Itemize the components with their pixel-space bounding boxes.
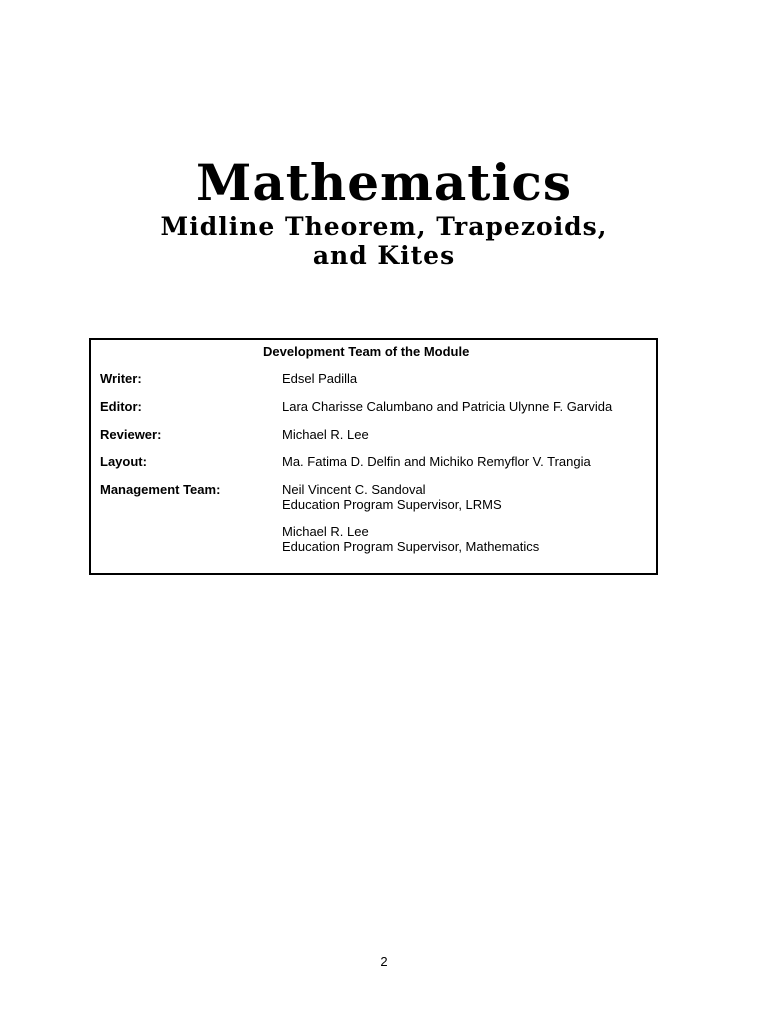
layout-row	[100, 454, 652, 469]
reviewer-label: Reviewer:	[100, 427, 162, 442]
layout-label: Layout:	[100, 454, 147, 469]
member-position: Education Program Supervisor, LRMS	[282, 497, 502, 512]
layout-value: Ma. Fatima D. Delfin and Michiko Remyflor V. Trangia	[282, 454, 591, 469]
subtitle-line-1: Midline Theorem, Trapezoids,	[160, 212, 608, 241]
management-member	[282, 524, 652, 554]
development-team-box	[89, 338, 658, 575]
management-member	[282, 482, 652, 512]
document-title: Mathematics	[196, 153, 572, 212]
writer-value: Edsel Padilla	[282, 371, 358, 386]
team-heading: Development Team of the Module	[263, 344, 470, 359]
editor-label: Editor:	[100, 399, 142, 414]
writer-row	[100, 371, 652, 386]
writer-label: Writer:	[100, 371, 142, 386]
management-label: Management Team:	[100, 482, 221, 497]
reviewer-value: Michael R. Lee	[282, 427, 369, 442]
management-row	[100, 482, 652, 554]
member-position: Education Program Supervisor, Mathematics	[282, 539, 540, 554]
member-name: Neil Vincent C. Sandoval	[282, 482, 426, 497]
reviewer-row	[100, 427, 652, 442]
document-subtitle	[0, 212, 768, 270]
subtitle-line-2: and Kites	[312, 241, 456, 270]
editor-row	[100, 399, 652, 414]
management-value	[282, 482, 652, 554]
member-name: Michael R. Lee	[282, 524, 369, 539]
page-number: 2	[380, 954, 388, 969]
editor-value: Lara Charisse Calumbano and Patricia Ulynne F. Garvida	[282, 399, 613, 414]
